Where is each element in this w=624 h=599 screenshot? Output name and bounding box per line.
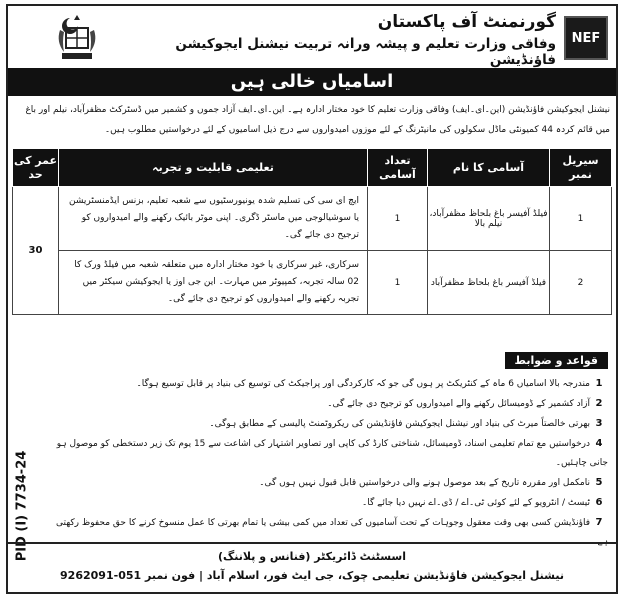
list-item: 3بھرتی خالصتاً میرٹ کی بنیاد اور نیشنل ایجوکیشن فاؤنڈیشن کی ریکروٹمنٹ پالیسی کے مطابق ہوگی۔ — [209, 418, 603, 429]
row-serial: 2 — [550, 251, 612, 315]
signatory: اسسٹنٹ ڈائریکٹر (فنانس و پلاننگ) — [218, 550, 406, 563]
pid-text: PID (I) 7734-24 — [14, 450, 30, 562]
state-emblem-icon — [52, 12, 102, 62]
vacancies-banner: اسامیاں خالی ہیں — [8, 68, 616, 96]
row-post: فیلڈ آفیسر باغ بلحاظ مظفرآباد — [428, 251, 550, 315]
advertisement — [6, 4, 618, 594]
rules-heading: قواعد و ضوابط — [505, 352, 608, 369]
ministry-title: وفاقی وزارت تعلیم و پیشہ ورانہ تربیت نیشنل ایجوکیشن فاؤنڈیشن — [175, 36, 556, 68]
list-item: 4درخواستیں مع تمام تعلیمی اسناد، ڈومیسائل، شناختی کارڈ کی کاپی اور تصاویر اشتہار کی اشاعت سے 15 یوم تک زیر دستخطی کو موصول ہو جانی چاہئیں۔ — [56, 438, 608, 468]
row-post: فیلڈ آفیسر باغ بلحاظ مظفرآباد، نیلم بالا — [428, 187, 550, 251]
row-serial: 1 — [550, 187, 612, 251]
footer — [8, 542, 616, 594]
row-count: 1 — [368, 251, 428, 315]
header-serial: سیریل نمبر — [550, 149, 612, 187]
intro-paragraph: نیشنل ایجوکیشن فاؤنڈیشن (این۔ای۔ایف) وفاقی وزارت تعلیم کا خود مختار ادارہ ہے۔ این۔ای۔ایف آزاد جموں و کشمیر میں ڈسٹرکٹ مظفرآباد، نیلم اور باغ میں قائم کردہ 44 کمیونٹی ماڈل سکولوں کی مانیٹرنگ کے لئے موزوں امیدواروں سے درج ذیل اسامیوں کے لئے درخواستیں مطلوب ہیں۔ — [25, 105, 610, 135]
header-count: تعداد آسامی — [368, 149, 428, 187]
government-title: گورنمنٹ آف پاکستان — [377, 12, 556, 32]
list-item: 2آزاد کشمیر کے ڈومیسائل رکھنے والے امیدواروں کو ترجیح دی جائے گی۔ — [327, 398, 603, 409]
table-row — [13, 251, 612, 315]
header-age: عمر کی حد — [13, 149, 59, 187]
rules-list — [48, 374, 608, 552]
row-qualification: سرکاری، غیر سرکاری یا خود مختار ادارہ میں متعلقہ شعبہ میں فیلڈ ورک کا 02 سالہ تجربہ، کمپیوٹر میں مہارت۔ این جی اوز یا ایجوکیشن سیکٹر میں تجربہ رکھنے والے امیدواروں کو ترجیح دی جائے گی۔ — [59, 251, 368, 315]
pid-number — [10, 450, 34, 562]
age-limit: 30 — [13, 187, 59, 315]
vacancies-table — [12, 148, 612, 315]
nef-logo: NEF — [564, 16, 608, 60]
header-qualification: تعلیمی قابلیت و تجربہ — [59, 149, 368, 187]
table-header-row — [13, 149, 612, 187]
list-item: 5نامکمل اور مقررہ تاریخ کے بعد موصول ہونے والی درخواستیں قابل قبول نہیں ہوں گی۔ — [259, 477, 603, 488]
contact-address: نیشنل ایجوکیشن فاؤنڈیشن تعلیمی چوک، جی ایٹ فور، اسلام آباد | فون نمبر 051-9262091 — [60, 569, 564, 582]
list-item: 7فاؤنڈیشن کسی بھی وقت معقول وجوہات کے تحت آسامیوں کی تعداد میں کمی بیشی یا تمام بھرتی کا عمل منسوخ کرنے کا حق محفوظ رکھتی ہے۔ — [56, 517, 608, 547]
header — [8, 6, 616, 68]
row-qualification: ایچ ای سی کی تسلیم شدہ یونیورسٹیوں سے شعبہ تعلیم، بزنس ایڈمنسٹریشن یا سوشیالوجی میں ماسٹر ڈگری۔ اپنی موٹر بائیک رکھنے والے امیدواروں کو ترجیح دی جائے گی۔ — [59, 187, 368, 251]
list-item: 6ٹیسٹ / انٹرویو کے لئے کوئی ٹی۔اے / ڈی۔اے نہیں دیا جائے گا۔ — [361, 497, 603, 508]
header-post: آسامی کا نام — [428, 149, 550, 187]
list-item: 1مندرجہ بالا اسامیاں 6 ماہ کے کنٹریکٹ پر ہوں گی جو کہ کارکردگی اور پراجیکٹ کی توسیع کی بنیاد پر قابل توسیع ہوگا۔ — [136, 378, 603, 389]
row-count: 1 — [368, 187, 428, 251]
table-row — [13, 187, 612, 251]
